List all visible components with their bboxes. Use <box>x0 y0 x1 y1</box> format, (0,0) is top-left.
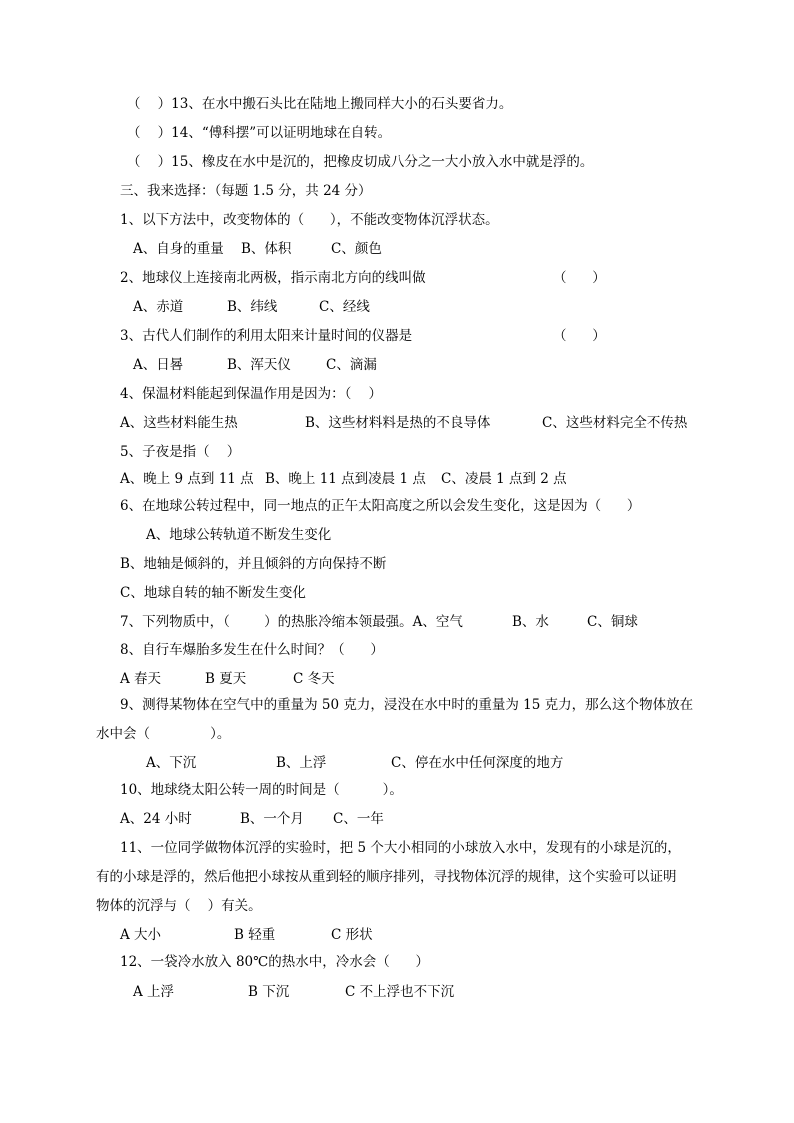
tf-question-13: （ ）13、在水中搬石头比在陆地上搬同样大小的石头要省力。 <box>127 96 513 112</box>
q6-option-a: A、地球公转轨道不断发生变化 <box>146 527 332 543</box>
q11-option-c: C 形状 <box>331 927 373 943</box>
q9-option-c: C、停在水中任何深度的地方 <box>391 755 564 771</box>
q1-option-c: C、颜色 <box>331 241 382 257</box>
q6-option-b: B、地轴是倾斜的，并且倾斜的方向保持不断 <box>120 556 387 572</box>
question-9-stem-line-1: 9、测得某物体在空气中的重量为 50 克力，浸没在水中时的重量为 15 克力，那么这个物体放在 <box>120 697 694 713</box>
q3-option-b: B、浑天仪 <box>227 357 291 373</box>
q12-option-a: A 上浮 <box>133 984 175 1000</box>
q5-option-b: B、晚上 11 点到凌晨 1 点 <box>265 471 426 487</box>
q10-option-a: A、24 小时 <box>120 811 192 827</box>
q9-option-b: B、上浮 <box>276 755 327 771</box>
q4-option-c: C、这些材料完全不传热 <box>542 415 688 431</box>
question-2-stem: 2、地球仪上连接南北两极，指示南北方向的线叫做 <box>120 270 426 286</box>
question-11-stem-line-2: 有的小球是浮的，然后他把小球按从重到轻的顺序排列，寻找物体沉浮的规律，这个实验可以证明 <box>96 869 677 885</box>
q7-option-b: B、水 <box>512 614 549 630</box>
q2-option-b: B、纬线 <box>227 299 278 315</box>
q4-option-a: A、这些材料能生热 <box>120 415 238 431</box>
question-7-stem: 7、下列物质中，（ ）的热胀冷缩本领最强。A、空气 <box>120 614 463 630</box>
question-10-stem: 10、地球绕太阳公转一周的时间是（ ）。 <box>120 782 403 798</box>
question-1-stem: 1、以下方法中，改变物体的（ ），不能改变物体沉浮状态。 <box>120 212 499 228</box>
q5-option-a: A、晚上 9 点到 11 点 <box>120 471 254 487</box>
q1-option-b: B、体积 <box>241 241 292 257</box>
q10-option-b: B、一个月 <box>240 811 304 827</box>
q11-option-a: A 大小 <box>120 927 162 943</box>
q8-option-b: B 夏天 <box>205 671 247 687</box>
q2-answer-paren: （ ） <box>553 270 606 286</box>
q4-option-b: B、这些材料料是热的不良导体 <box>305 415 491 431</box>
section-title: 三、我来选择：（每题 1.5 分，共 24 分） <box>120 183 372 199</box>
question-4-stem: 4、保温材料能起到保温作用是因为：（ ） <box>120 386 383 402</box>
question-11-stem-line-1: 11、一位同学做物体沉浮的实验时，把 5 个大小相同的小球放入水中，发现有的小球是沉的， <box>120 840 681 856</box>
q8-option-c: C 冬天 <box>293 671 335 687</box>
q12-option-c: C 不上浮也不下沉 <box>345 984 455 1000</box>
question-8-stem: 8、自行车爆胎多发生在什么时间？（ ） <box>120 642 384 658</box>
q6-option-c: C、地球自转的轴不断发生变化 <box>120 585 306 601</box>
q10-option-c: C、一年 <box>333 811 384 827</box>
tf-question-14: （ ）14、“傅科摆”可以证明地球在自转。 <box>127 125 392 141</box>
q8-option-a: A 春天 <box>120 671 162 687</box>
tf-question-15: （ ）15、橡皮在水中是沉的，把橡皮切成八分之一大小放入水中就是浮的。 <box>127 154 594 170</box>
q7-option-c: C、铜球 <box>587 614 638 630</box>
q3-answer-paren: （ ） <box>553 328 606 344</box>
q5-option-c: C、凌晨 1 点到 2 点 <box>441 471 567 487</box>
question-9-stem-line-2: 水中会（ ）。 <box>96 726 231 742</box>
question-3-stem: 3、古代人们制作的利用太阳来计量时间的仪器是 <box>120 328 413 344</box>
q2-option-a: A、赤道 <box>133 299 184 315</box>
q9-option-a: A、下沉 <box>146 755 197 771</box>
q12-option-b: B 下沉 <box>248 984 290 1000</box>
question-11-stem-line-3: 物体的沉浮与（ ）有关。 <box>96 898 262 914</box>
q3-option-a: A、日晷 <box>133 357 184 373</box>
q1-option-a: A、自身的重量 <box>133 241 224 257</box>
q11-option-b: B 轻重 <box>234 927 276 943</box>
q2-option-c: C、经线 <box>319 299 370 315</box>
q3-option-c: C、滴漏 <box>326 357 377 373</box>
question-12-stem: 12、一袋冷水放入 80℃的热水中，冷水会（ ） <box>120 954 429 970</box>
question-6-stem: 6、在地球公转过程中，同一地点的正午太阳高度之所以会发生变化，这是因为（ ） <box>120 498 641 514</box>
question-5-stem: 5、子夜是指（ ） <box>120 444 241 460</box>
